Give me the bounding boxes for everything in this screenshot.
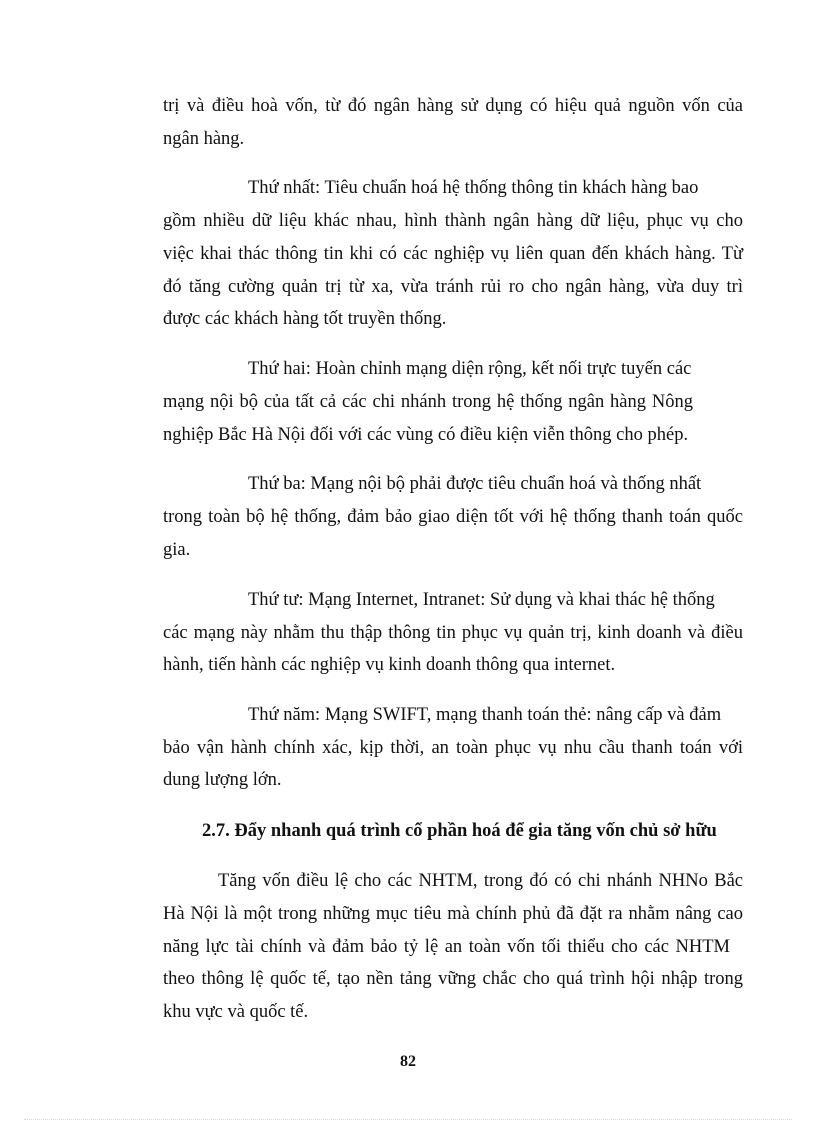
paragraph-line: nghiệp Bắc Hà Nội đối với các vùng có điều kiện viễn thông cho phép.	[163, 425, 689, 445]
paragraph-line: dung lượng lớn.	[163, 770, 282, 790]
paragraph-line: bảo vận hành chính xác, kịp thời, an toàn phục vụ nhu cầu thanh toán với	[163, 738, 743, 758]
paragraph-line: Hà Nội là một trong những mục tiêu mà chính phủ đã đặt ra nhằm nâng cao	[163, 904, 743, 924]
section-heading: 2.7. Đẩy nhanh quá trình cổ phần hoá để gia tăng vốn chủ sở hữu	[202, 821, 717, 841]
paragraph-line: khu vực và quốc tế.	[163, 1002, 309, 1022]
paragraph-line: đó tăng cường quản trị từ xa, vừa tránh rủi ro cho ngân hàng, vừa duy trì	[163, 277, 743, 297]
paragraph-line: năng lực tài chính và đảm bảo tỷ lệ an toàn vốn tối thiểu cho các NHTM	[163, 937, 730, 957]
paragraph-line: trong toàn bộ hệ thống, đảm bảo giao diện tốt với hệ thống thanh toán quốc	[163, 507, 743, 527]
paragraph-line: gia.	[163, 540, 191, 560]
paragraph-line: Thứ ba: Mạng nội bộ phải được tiêu chuẩn hoá và thống nhất	[248, 474, 702, 494]
paragraph-line: mạng nội bộ của tất cả các chi nhánh trong hệ thống ngân hàng Nông	[163, 392, 693, 412]
paragraph-line: các mạng này nhằm thu thập thông tin phục vụ quản trị, kinh doanh và điều	[163, 623, 743, 643]
paragraph-line: việc khai thác thông tin khi có các nghiệp vụ liên quan đến khách hàng. Từ	[163, 244, 743, 264]
paragraph-line: ngân hàng.	[163, 129, 245, 149]
paragraph-line: Thứ năm: Mạng SWIFT, mạng thanh toán thẻ: nâng cấp và đảm	[248, 705, 722, 725]
paragraph-line: trị và điều hoà vốn, từ đó ngân hàng sử dụng có hiệu quả nguồn vốn của	[163, 96, 743, 116]
paragraph-line: Thứ hai: Hoàn chỉnh mạng diện rộng, kết nối trực tuyến các	[248, 359, 692, 379]
paragraph-line: Thứ nhất: Tiêu chuẩn hoá hệ thống thông tin khách hàng bao	[248, 178, 699, 198]
page-number: 82	[400, 1053, 416, 1070]
paragraph-line: Tăng vốn điều lệ cho các NHTM, trong đó có chi nhánh NHNo Bắc	[218, 871, 743, 891]
paragraph-line: Thứ tư: Mạng Internet, Intranet: Sử dụng và khai thác hệ thống	[248, 590, 715, 610]
page-bottom-divider	[24, 1119, 792, 1120]
paragraph-line: hành, tiến hành các nghiệp vụ kinh doanh thông qua internet.	[163, 655, 616, 675]
paragraph-line: theo thông lệ quốc tế, tạo nền tảng vững chắc cho quá trình hội nhập trong	[163, 969, 743, 989]
paragraph-line: gồm nhiều dữ liệu khác nhau, hình thành ngân hàng dữ liệu, phục vụ cho	[163, 211, 743, 231]
paragraph-line: được các khách hàng tốt truyền thống.	[163, 309, 447, 329]
